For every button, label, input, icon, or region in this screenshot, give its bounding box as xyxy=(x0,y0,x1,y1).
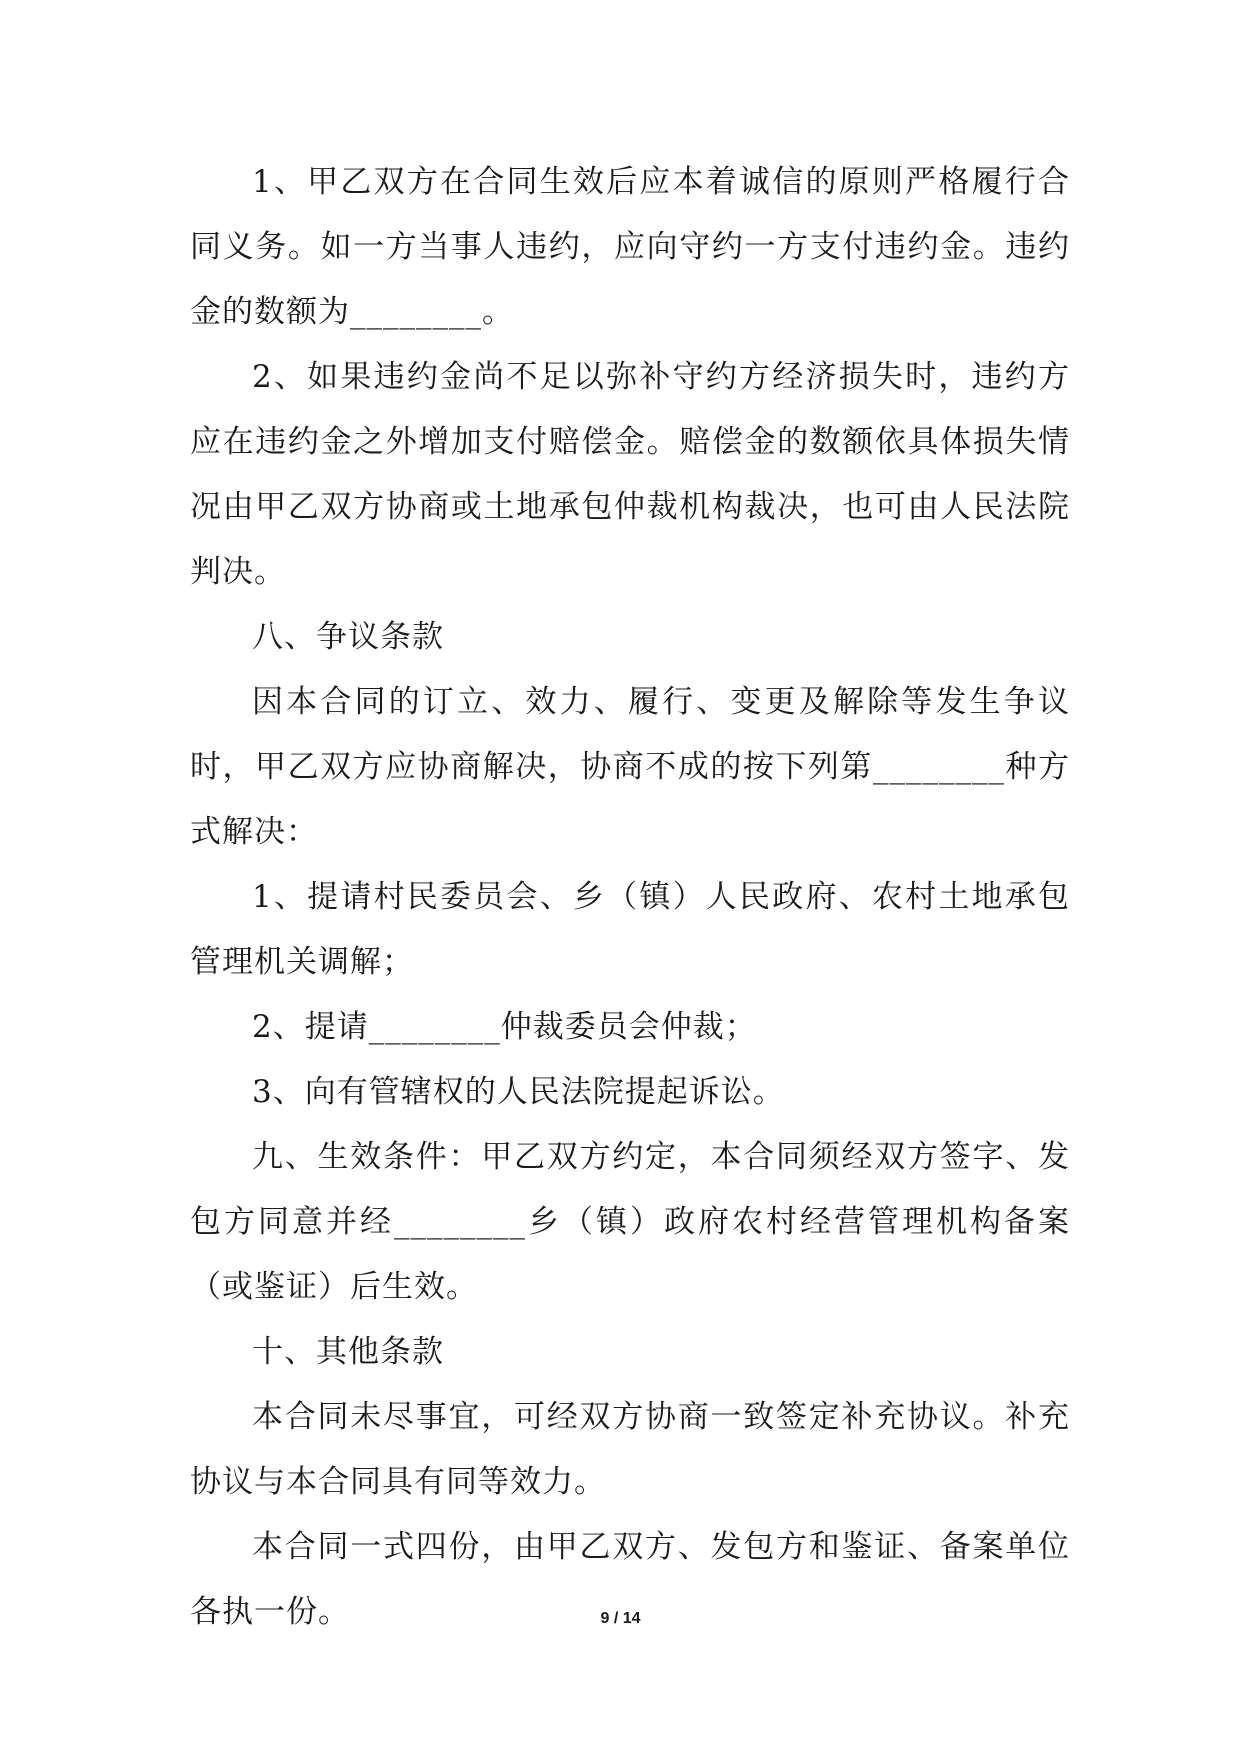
section-heading-other: 十、其他条款 xyxy=(252,1334,444,1370)
section-heading-dispute: 八、争议条款 xyxy=(252,619,444,655)
clause-compensation: 2、如果违约金尚不足以弥补守约方经济损失时，违约方应在违约金之外增加支付赔偿金。赔偿金的数额依具体损失情况由甲乙双方协商或土地承包仲裁机构裁决，也可由人民法院判决。 xyxy=(190,359,1070,590)
clause-breach-penalty: 1、甲乙双方在合同生效后应本着诚信的原则严格履行合同义务。如一方当事人违约，应向守约一方支付违约金。违约金的数额为________。 xyxy=(190,164,1070,330)
clause-supplementary-agreement: 本合同未尽事宜，可经双方协商一致签定补充协议。补充协议与本合同具有同等效力。 xyxy=(190,1399,1070,1500)
clause-dispute-resolution: 因本合同的订立、效力、履行、变更及解除等发生争议时，甲乙双方应协商解决，协商不成的按下列第________种方式解决： xyxy=(190,684,1070,850)
dispute-option-arbitration: 2、提请________仲裁委员会仲裁； xyxy=(252,1009,757,1045)
dispute-option-litigation: 3、向有管辖权的人民法院提起诉讼。 xyxy=(252,1074,785,1110)
page-number: 9 / 14 xyxy=(600,1610,641,1627)
clause-copies: 本合同一式四份，由甲乙双方、发包方和鉴证、备案单位各执一份。 xyxy=(190,1529,1070,1630)
dispute-option-mediation: 1、提请村民委员会、乡（镇）人民政府、农村土地承包管理机关调解； xyxy=(190,879,1070,980)
document-body xyxy=(190,150,1070,1645)
clause-effective-conditions: 九、生效条件：甲乙双方约定，本合同须经双方签字、发包方同意并经________乡（镇）政府农村经营管理机构备案（或鉴证）后生效。 xyxy=(190,1139,1070,1305)
